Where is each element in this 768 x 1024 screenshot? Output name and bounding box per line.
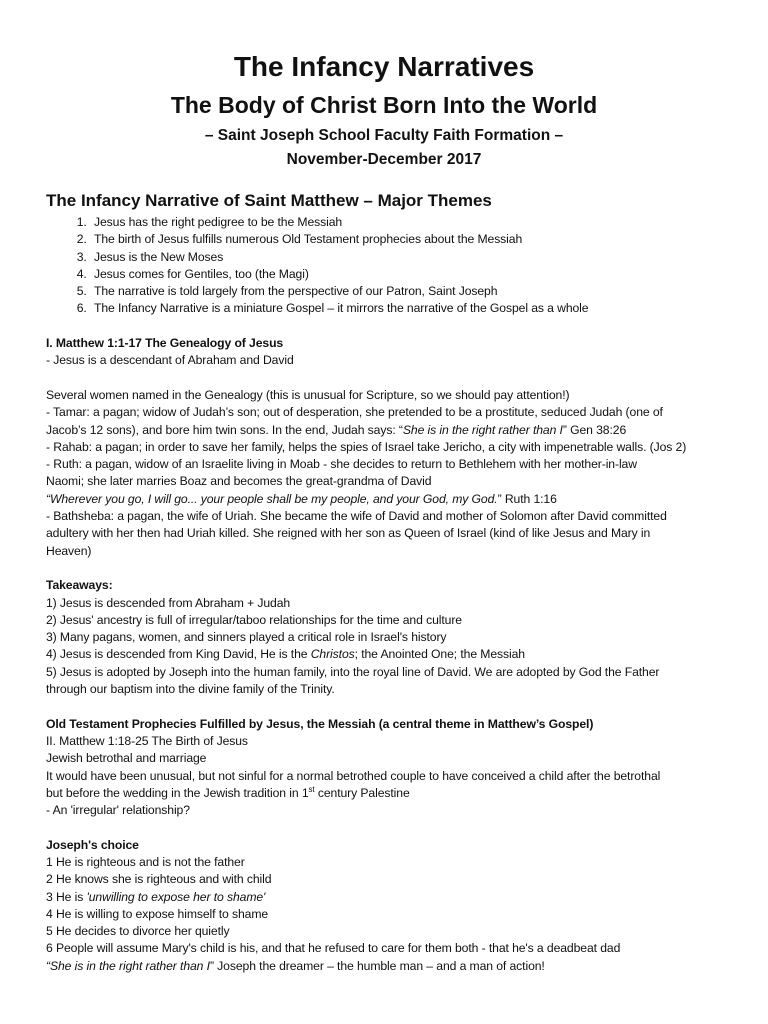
choice-item: 6 People will assume Mary's child is his, and that he refused to care for them both - that he's a deadbeat dad	[46, 941, 621, 956]
choice-text: 3 He is	[46, 889, 87, 904]
genealogy-intro: Several women named in the Genealogy (this is unusual for Scripture, so we should pay attention!)	[46, 387, 570, 402]
ruth-line-1: - Ruth: a pagan, widow of an Israelite living in Moab - she decides to return to Bethlehem with her mother-in-law	[46, 457, 637, 472]
document-subtitle: The Body of Christ Born Into the World	[170, 92, 598, 118]
rahab-line: - Rahab: a pagan; in order to save her family, helps the spies of Israel take Jericho, a city with impenetrable walls. (Jos 2)	[46, 439, 687, 454]
choice-heading: Joseph's choice	[46, 837, 139, 852]
takeaway-text: ; the Anointed One; the Messiah	[354, 647, 525, 662]
betrothal-text-1: It would have been unusual, but not sinful for a normal betrothed couple to have conceived a child after the betrothal	[46, 768, 661, 783]
betrothal-text: but before the wedding in the Jewish tradition in 1	[46, 785, 309, 800]
birth-heading: II. Matthew 1:18-25 The Birth of Jesus	[46, 733, 248, 748]
bathsheba-line-1: - Bathsheba: a pagan, the wife of Uriah. She became the wife of David and mother of Solomon after David committed	[46, 509, 667, 524]
choice-item: 4 He is willing to expose himself to shame	[46, 906, 269, 921]
betrothal-text-2	[46, 785, 736, 802]
choice-item: 5 He decides to divorce her quietly	[46, 924, 230, 939]
list-item: 1. Jesus has the right pedigree to be the Messiah	[90, 214, 736, 231]
betrothal-line: Jewish betrothal and marriage	[46, 751, 207, 766]
betrothal-text: century Palestine	[314, 785, 410, 800]
tamar-quote: She is in the right rather than I	[402, 422, 563, 437]
choice-item	[46, 889, 736, 906]
ordinal-suffix: st	[308, 784, 315, 794]
closing-quote: “She is in the right rather than I	[46, 958, 210, 973]
choice-item: 1 He is righteous and is not the father	[46, 854, 245, 869]
list-item: 5. The narrative is told largely from the perspective of our Patron, Saint Joseph	[90, 283, 736, 300]
closing-text: ” Joseph the dreamer – the humble man – and a man of action!	[209, 958, 545, 973]
organization-line: – Saint Joseph School Faculty Faith Formation –	[204, 127, 564, 144]
date-line: November-December 2017	[286, 151, 482, 168]
list-item: 3. Jesus is the New Moses	[90, 249, 736, 266]
ruth-ref: ” Ruth 1:16	[497, 491, 557, 506]
tamar-line-2	[46, 422, 736, 439]
takeaway-item	[46, 646, 736, 663]
genealogy-line: - Jesus is a descendant of Abraham and David	[46, 353, 294, 368]
ruth-quote-line	[46, 491, 736, 508]
takeaway-item: 2) Jesus' ancestry is full of irregular/taboo relationships for the time and culture	[46, 612, 462, 627]
tamar-ref: ” Gen 38:26	[562, 422, 627, 437]
list-item: 6. The Infancy Narrative is a miniature Gospel – it mirrors the narrative of the Gospel as a whole	[90, 300, 736, 317]
tamar-text: Jacob’s 12 sons), and bore him twin sons. In the end, Judah says: “	[46, 422, 403, 437]
document-title: The Infancy Narratives	[233, 51, 535, 82]
takeaway-item-continued: through our baptism into the divine family of the Trinity.	[46, 682, 335, 697]
takeaway-item: 5) Jesus is adopted by Joseph into the human family, into the royal line of David. We are adopted by God the Father	[46, 664, 660, 679]
christos-word: Christos	[310, 647, 355, 662]
list-item: 4. Jesus comes for Gentiles, too (the Magi)	[90, 266, 736, 283]
ruth-line-2: Naomi; she later marries Boaz and becomes the great-grandma of David	[46, 474, 432, 489]
takeaway-item: 3) Many pagans, women, and sinners played a critical role in Israel's history	[46, 630, 447, 645]
genealogy-heading: I. Matthew 1:1-17 The Genealogy of Jesus	[46, 336, 284, 351]
takeaway-text: 4) Jesus is descended from King David, He is the	[46, 647, 311, 662]
bathsheba-line-2: adultery with her then had Uriah killed. She reigned with her son as Queen of Israel (kind of like Jesus and Mary in	[46, 526, 651, 541]
themes-list	[46, 214, 736, 318]
tamar-line-1: - Tamar: a pagan; widow of Judah’s son; out of desperation, she pretended to be a prostitute, seduced Judah (one of	[46, 405, 663, 420]
choice-quote: 'unwilling to expose her to shame'	[86, 889, 266, 904]
takeaway-item: 1) Jesus is descended from Abraham + Judah	[46, 595, 291, 610]
list-item: 2. The birth of Jesus fulfills numerous Old Testament prophecies about the Messiah	[90, 231, 736, 248]
ruth-quote: “Wherever you go, I will go... your people shall be my people, and your God, my God.	[46, 491, 498, 506]
bathsheba-line-3: Heaven)	[46, 543, 92, 558]
takeaways-heading: Takeaways:	[46, 578, 113, 593]
closing-line	[46, 958, 736, 975]
document-body	[46, 214, 736, 975]
matthew-themes-heading: The Infancy Narrative of Saint Matthew – Major Themes	[46, 191, 492, 210]
irregular-line: - An 'irregular' relationship?	[46, 803, 190, 818]
prophecies-heading: Old Testament Prophecies Fulfilled by Jesus, the Messiah (a central theme in Matthew’s Gospel)	[46, 716, 594, 731]
choice-item: 2 He knows she is righteous and with child	[46, 872, 272, 887]
